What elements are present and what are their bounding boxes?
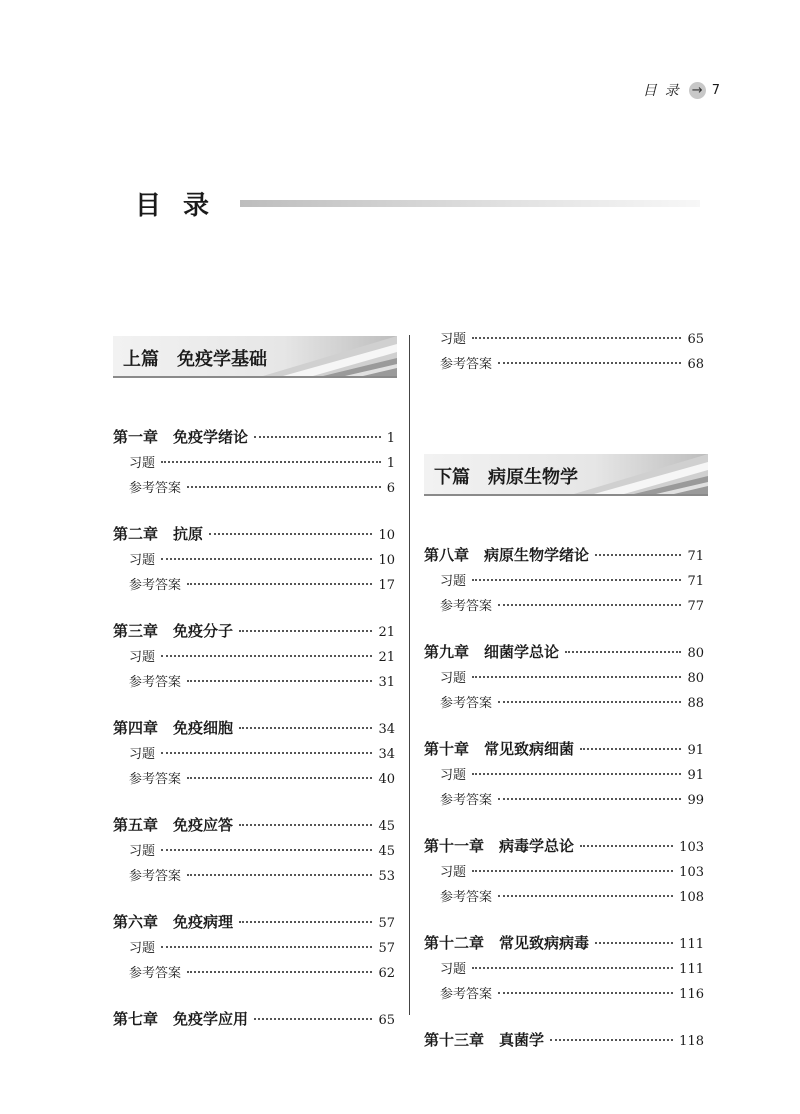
sub-entry: [113, 574, 395, 599]
sub-entry-page: 53: [378, 869, 395, 884]
dot-leader: [239, 921, 372, 923]
sub-entry-label: 参考答案: [129, 869, 182, 884]
sub-entry-page: 1: [386, 456, 395, 471]
sub-entry-page: 99: [687, 793, 704, 808]
sub-entry: [424, 328, 704, 353]
sub-entry-label: 参考答案: [129, 481, 182, 496]
page-title: 目录: [135, 191, 232, 221]
sub-entry-label: 参考答案: [129, 578, 182, 593]
sub-entry-label: 参考答案: [440, 696, 493, 711]
chapter-entry-label: 第四章 免疫细胞: [113, 719, 234, 737]
part-title: 上篇 免疫学基础: [123, 349, 267, 370]
dot-leader: [498, 895, 673, 897]
dot-leader: [161, 752, 372, 754]
dot-leader: [187, 680, 372, 682]
sub-entry-page: 91: [687, 768, 704, 783]
sub-entry: [424, 861, 704, 886]
sub-entry: [113, 937, 395, 962]
sub-entry: [424, 983, 704, 1008]
title-decoration-bar: [240, 200, 700, 207]
dot-leader: [472, 870, 673, 872]
running-head-title: 目录: [642, 83, 687, 99]
dot-leader: [161, 655, 372, 657]
dot-leader: [498, 798, 681, 800]
toc-chapter: [113, 1008, 395, 1034]
dot-leader: [239, 727, 372, 729]
sub-entry-label: 习题: [129, 553, 156, 568]
toc-chapter: [113, 523, 395, 599]
dot-leader: [565, 651, 681, 653]
carryover-entries: [424, 328, 704, 378]
sub-entry-label: 习题: [129, 747, 156, 762]
dot-leader: [161, 461, 381, 463]
sub-entry-page: 88: [687, 696, 704, 711]
sub-entry-label: 习题: [129, 456, 156, 471]
dot-leader: [472, 579, 681, 581]
chapter-entry: [424, 641, 704, 667]
chapter-list: [424, 544, 704, 1055]
sub-entry-page: 77: [687, 599, 704, 614]
chapter-entry-page: 1: [386, 431, 395, 446]
sub-entry-label: 参考答案: [440, 987, 493, 1002]
chapter-entry-label: 第七章 免疫学应用: [113, 1010, 249, 1028]
chapter-entry-page: 65: [378, 1013, 395, 1028]
sub-entry-page: 103: [679, 865, 704, 880]
part-title: 下篇 病原生物学: [434, 467, 578, 488]
dot-leader: [580, 845, 673, 847]
sub-entry-label: 习题: [440, 671, 467, 686]
chapter-entry-label: 第三章 免疫分子: [113, 622, 234, 640]
dot-leader: [187, 777, 372, 779]
sub-entry-label: 习题: [129, 650, 156, 665]
sub-entry-page: 34: [378, 747, 395, 762]
sub-entry-page: 111: [679, 962, 704, 977]
dot-leader: [161, 558, 372, 560]
sub-entry-label: 参考答案: [129, 772, 182, 787]
chapter-entry-label: 第五章 免疫应答: [113, 816, 234, 834]
dot-leader: [595, 942, 673, 944]
chapter-entry-page: 57: [378, 916, 395, 931]
sub-entry-page: 45: [378, 844, 395, 859]
sub-entry-label: 习题: [440, 332, 467, 347]
toc-chapter: [424, 738, 704, 814]
toc-chapter: [424, 1029, 704, 1055]
sub-entry-label: 习题: [440, 574, 467, 589]
dot-leader: [239, 630, 372, 632]
chapter-list: [113, 426, 395, 1034]
chapter-entry-page: 45: [378, 819, 395, 834]
sub-entry-page: 6: [386, 481, 395, 496]
dot-leader: [161, 849, 372, 851]
sub-entry-page: 62: [378, 966, 395, 981]
chapter-entry: [113, 911, 395, 937]
toc-chapter: [424, 835, 704, 911]
chapter-entry-page: 111: [679, 937, 704, 952]
sub-entry-page: 71: [687, 574, 704, 589]
chapter-entry: [113, 620, 395, 646]
dot-leader: [187, 874, 372, 876]
sub-entry: [113, 743, 395, 768]
sub-entry-label: 参考答案: [129, 966, 182, 981]
chapter-entry-page: 91: [687, 743, 704, 758]
toc-chapter: [113, 426, 395, 502]
dot-leader: [498, 604, 681, 606]
sub-entry: [424, 789, 704, 814]
chapter-entry-page: 103: [679, 840, 704, 855]
chapter-entry: [424, 932, 704, 958]
sub-entry-label: 习题: [440, 962, 467, 977]
sub-entry: [113, 768, 395, 793]
sub-entry: [113, 840, 395, 865]
chapter-entry-label: 第九章 细菌学总论: [424, 643, 560, 661]
toc-chapter: [113, 717, 395, 793]
sub-entry: [424, 886, 704, 911]
chapter-entry: [424, 544, 704, 570]
sub-entry-page: 116: [679, 987, 704, 1002]
sub-entry: [424, 353, 704, 378]
chapter-entry: [424, 1029, 704, 1055]
chapter-entry-page: 80: [687, 646, 704, 661]
toc-left-column: [113, 330, 395, 1055]
sub-entry: [424, 958, 704, 983]
sub-entry-label: 习题: [440, 865, 467, 880]
sub-entry-page: 21: [378, 650, 395, 665]
toc-chapter: [424, 544, 704, 620]
chapter-entry-label: 第十二章 常见致病病毒: [424, 934, 590, 952]
dot-leader: [498, 992, 673, 994]
dot-leader: [580, 748, 681, 750]
sub-entry-label: 参考答案: [440, 599, 493, 614]
sub-entry-label: 习题: [129, 941, 156, 956]
chapter-entry: [113, 814, 395, 840]
dot-leader: [472, 676, 681, 678]
sub-entry-page: 31: [378, 675, 395, 690]
sub-entry-label: 参考答案: [440, 890, 493, 905]
chapter-entry-page: 34: [378, 722, 395, 737]
sub-entry-label: 习题: [129, 844, 156, 859]
chapter-entry-label: 第八章 病原生物学绪论: [424, 546, 590, 564]
column-divider: [409, 335, 410, 1015]
toc-chapter: [424, 641, 704, 717]
chapter-entry-page: 118: [679, 1034, 704, 1049]
dot-leader: [472, 773, 681, 775]
sub-entry-label: 习题: [440, 768, 467, 783]
toc-right-column: [424, 330, 704, 1076]
chapter-entry-label: 第二章 抗原: [113, 525, 204, 543]
sub-entry: [113, 865, 395, 890]
dot-leader: [239, 824, 372, 826]
chapter-entry-page: 71: [687, 549, 704, 564]
dot-leader: [254, 436, 381, 438]
dot-leader: [187, 486, 381, 488]
sub-entry: [113, 452, 395, 477]
chapter-entry: [424, 835, 704, 861]
sub-entry: [113, 477, 395, 502]
sub-entry-page: 108: [679, 890, 704, 905]
sub-entry-page: 57: [378, 941, 395, 956]
sub-entry-label: 参考答案: [129, 675, 182, 690]
chapter-entry-label: 第十一章 病毒学总论: [424, 837, 575, 855]
chapter-entry: [424, 738, 704, 764]
chapter-entry: [113, 426, 395, 452]
dot-leader: [595, 554, 681, 556]
sub-entry-page: 40: [378, 772, 395, 787]
page-number: 7: [711, 82, 720, 98]
dot-leader: [187, 971, 372, 973]
dot-leader: [161, 946, 372, 948]
dot-leader: [498, 701, 681, 703]
sub-entry: [424, 570, 704, 595]
chapter-entry: [113, 717, 395, 743]
sub-entry-page: 17: [378, 578, 395, 593]
dot-leader: [472, 337, 681, 339]
sub-entry: [113, 549, 395, 574]
chapter-entry: [113, 1008, 395, 1034]
chapter-entry-page: 10: [378, 528, 395, 543]
sub-entry-page: 80: [687, 671, 704, 686]
sub-entry: [113, 962, 395, 987]
sub-entry-page: 68: [687, 357, 704, 372]
dot-leader: [209, 533, 372, 535]
dot-leader: [498, 362, 681, 364]
running-head: [643, 80, 720, 100]
dot-leader: [550, 1039, 673, 1041]
sub-entry-page: 65: [687, 332, 704, 347]
chapter-entry-label: 第六章 免疫病理: [113, 913, 234, 931]
toc-chapter: [113, 620, 395, 696]
arrow-right-icon: →: [689, 82, 706, 99]
dot-leader: [472, 967, 673, 969]
sub-entry-label: 参考答案: [440, 793, 493, 808]
sub-entry-page: 10: [378, 553, 395, 568]
toc-chapter: [113, 911, 395, 987]
part-banner: [113, 330, 395, 378]
sub-entry: [424, 667, 704, 692]
chapter-entry: [113, 523, 395, 549]
sub-entry: [424, 595, 704, 620]
chapter-entry-label: 第十三章 真菌学: [424, 1031, 545, 1049]
sub-entry: [113, 671, 395, 696]
part-banner: [424, 448, 704, 496]
chapter-entry-label: 第一章 免疫学绪论: [113, 428, 249, 446]
chapter-entry-label: 第十章 常见致病细菌: [424, 740, 575, 758]
sub-entry: [424, 764, 704, 789]
chapter-entry-page: 21: [378, 625, 395, 640]
dot-leader: [187, 583, 372, 585]
sub-entry: [424, 692, 704, 717]
sub-entry-label: 参考答案: [440, 357, 493, 372]
toc-chapter: [424, 932, 704, 1008]
sub-entry: [113, 646, 395, 671]
dot-leader: [254, 1018, 372, 1020]
toc-chapter: [113, 814, 395, 890]
